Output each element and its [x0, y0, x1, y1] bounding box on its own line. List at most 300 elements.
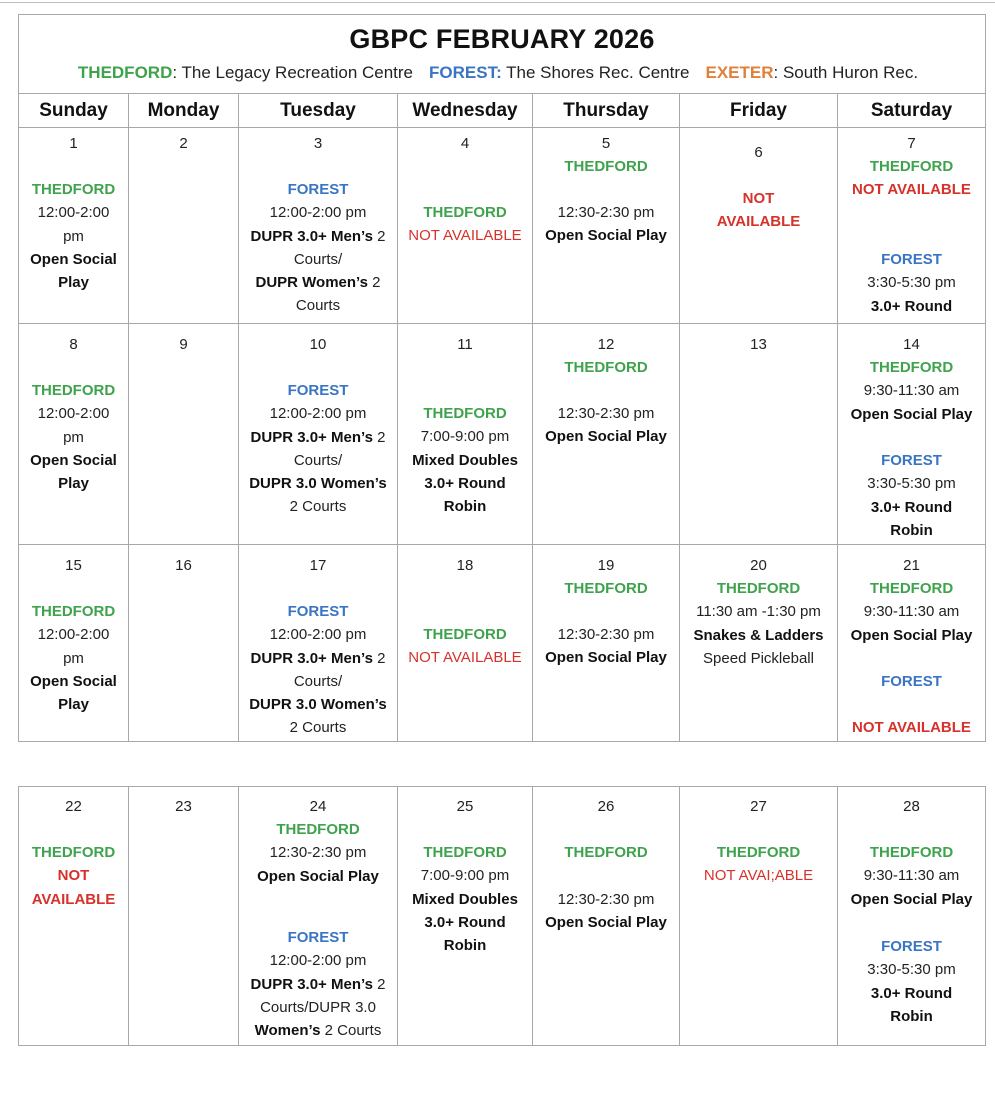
- event-text: 2: [377, 975, 386, 993]
- day-number: 13: [750, 336, 767, 353]
- event-line: [239, 379, 397, 402]
- event-block: [398, 201, 532, 248]
- event-line: [838, 496, 985, 519]
- event-text: 2 Courts: [289, 719, 347, 737]
- day-number: 17: [309, 557, 327, 574]
- event-block: [533, 155, 679, 178]
- event-text: DUPR 3.0 Women’s: [249, 696, 387, 714]
- day-number: 12: [597, 336, 615, 353]
- event-text: DUPR 3.0+ Men’s: [250, 428, 373, 446]
- event-line: [239, 818, 397, 841]
- day-number: 19: [597, 557, 615, 574]
- day-number: 23: [175, 798, 192, 815]
- event-text: Open Social Play: [545, 428, 667, 446]
- event-text: Open Social Play: [545, 649, 667, 667]
- event-text: FOREST: [287, 929, 349, 946]
- event-line: [239, 201, 397, 224]
- event-text: THEDFORD: [716, 844, 801, 861]
- day-number: 7: [907, 135, 916, 152]
- event-line: [680, 841, 837, 864]
- event-text: FOREST: [287, 382, 349, 399]
- day-cell-17: [239, 545, 398, 742]
- event-line: [398, 934, 532, 957]
- event-block: [533, 577, 679, 600]
- event-line: [398, 472, 532, 495]
- event-line: [533, 356, 679, 379]
- event-text: Open Social Play: [850, 890, 973, 908]
- event-text: Courts/DUPR 3.0: [260, 998, 376, 1016]
- event-text: THEDFORD: [423, 405, 507, 422]
- event-text: 3:30-5:30 pm: [867, 961, 956, 979]
- day-number: 9: [179, 336, 188, 353]
- weekday-monday: Monday: [129, 94, 239, 128]
- day-number: 22: [65, 798, 82, 815]
- event-text: Courts/: [293, 451, 343, 469]
- event-line: [239, 926, 397, 949]
- event-line: [239, 693, 397, 716]
- legend-thedford-venue: : The Legacy Recreation Centre: [172, 63, 414, 82]
- day-cell-22: [19, 787, 129, 1046]
- event-text: NOT AVAILABLE: [408, 649, 522, 667]
- day-cell-12: [533, 324, 680, 545]
- event-text: DUPR 3.0+ Men’s: [250, 649, 373, 667]
- event-text: THEDFORD: [423, 204, 507, 221]
- event-line: [680, 577, 837, 600]
- event-text: THEDFORD: [869, 844, 954, 861]
- day-cell-24: [239, 787, 398, 1046]
- event-text: 2 Courts: [324, 1022, 382, 1040]
- event-text: Courts/: [293, 250, 343, 268]
- event-text: 12:30-2:30 pm: [557, 405, 655, 422]
- event-block: [19, 841, 128, 911]
- week-row-1: [19, 128, 986, 324]
- event-block: [19, 600, 128, 716]
- event-line: [19, 379, 128, 402]
- event-block: [838, 716, 985, 739]
- event-line: [838, 624, 985, 647]
- event-text: DUPR 3.0+ Men’s: [250, 975, 373, 993]
- day-cell-6: [680, 128, 838, 324]
- event-line: [838, 577, 985, 600]
- event-line: [19, 888, 128, 911]
- event-line: [398, 425, 532, 448]
- day-cell-19: [533, 545, 680, 742]
- event-text: THEDFORD: [869, 158, 954, 175]
- event-line: [19, 864, 128, 887]
- event-text: Robin: [890, 1007, 933, 1025]
- day-number: 18: [456, 557, 474, 574]
- event-text: DUPR Women’s: [255, 274, 368, 292]
- event-line: [239, 225, 397, 248]
- event-line: [239, 949, 397, 972]
- event-line: [239, 973, 397, 996]
- event-text: Robin: [443, 937, 487, 955]
- event-text: 12:30-2:30 pm: [557, 891, 655, 908]
- page-title: GBPC FEBRUARY 2026: [349, 24, 655, 54]
- event-text: 9:30-11:30 am: [863, 867, 960, 885]
- event-text: FOREST: [287, 603, 349, 620]
- event-line: [398, 646, 532, 669]
- calendar-table: [18, 14, 986, 742]
- weekday-tuesday: Tuesday: [239, 94, 398, 128]
- weekday-wednesday: Wednesday: [398, 94, 533, 128]
- event-line: [19, 647, 128, 670]
- event-block: [19, 379, 128, 495]
- event-line: [239, 647, 397, 670]
- event-line: [239, 294, 397, 317]
- weekday-friday: Friday: [680, 94, 838, 128]
- day-number: 6: [754, 144, 763, 161]
- event-line: [19, 178, 128, 201]
- event-line: [680, 624, 837, 647]
- day-cell-16: [129, 545, 239, 742]
- event-line: [838, 935, 985, 958]
- event-text: 12:00-2:00: [37, 626, 110, 644]
- event-text: 9:30-11:30 am: [863, 603, 960, 621]
- day-number: 27: [750, 798, 767, 815]
- event-line: [239, 623, 397, 646]
- legend-exeter-venue: : South Huron Rec.: [773, 63, 919, 82]
- event-text: Play: [58, 274, 89, 292]
- event-line: [239, 402, 397, 425]
- event-block: [838, 935, 985, 1028]
- day-cell-15: [19, 545, 129, 742]
- event-text: NOT AVAI;ABLE: [703, 867, 814, 885]
- event-text: 12:00-2:00: [37, 405, 110, 423]
- event-block: [533, 356, 679, 379]
- event-text: FOREST: [881, 452, 942, 469]
- event-line: [680, 864, 837, 887]
- event-line: [838, 379, 985, 402]
- event-text: 2: [377, 649, 386, 667]
- day-cell-21: [838, 545, 986, 742]
- day-cell-10: [239, 324, 398, 545]
- event-text: NOT: [57, 867, 90, 885]
- event-line: [19, 271, 128, 294]
- day-cell-8: [19, 324, 129, 545]
- event-text: Open Social Play: [257, 867, 379, 885]
- day-cell-27: [680, 787, 838, 1046]
- day-number: 14: [903, 336, 920, 353]
- day-number: 16: [175, 557, 192, 574]
- event-line: [838, 982, 985, 1005]
- event-line: [533, 888, 679, 911]
- weekday-header-row: [19, 94, 986, 128]
- day-number: 20: [750, 557, 767, 574]
- day-number: 21: [903, 557, 920, 574]
- day-cell-9: [129, 324, 239, 545]
- event-text: Mixed Doubles: [412, 890, 518, 908]
- event-line: [838, 958, 985, 981]
- event-line: [533, 402, 679, 425]
- event-block: [398, 623, 532, 670]
- event-text: Play: [58, 475, 89, 493]
- day-number: 4: [460, 135, 470, 152]
- event-line: [239, 426, 397, 449]
- event-block: [838, 248, 985, 318]
- event-text: THEDFORD: [869, 359, 954, 376]
- event-line: [398, 201, 532, 224]
- event-text: FOREST: [881, 673, 942, 690]
- event-text: 3.0+ Round: [870, 297, 953, 315]
- event-block: [533, 402, 679, 449]
- event-text: 3.0+ Round: [870, 984, 953, 1002]
- day-cell-13: [680, 324, 838, 545]
- event-text: Speed Pickleball: [703, 649, 814, 667]
- calendar-table-week4: [18, 786, 986, 1046]
- event-line: [680, 600, 837, 623]
- event-text: 11:30 am -1:30 pm: [696, 603, 821, 621]
- event-text: 2: [372, 274, 381, 292]
- event-line: [838, 155, 985, 178]
- day-number: 10: [309, 336, 327, 353]
- event-line: [838, 403, 985, 426]
- event-text: THEDFORD: [31, 382, 116, 399]
- event-line: [838, 888, 985, 911]
- event-text: NOT AVAILABLE: [852, 181, 971, 199]
- event-line: [838, 248, 985, 271]
- day-number: 11: [457, 336, 473, 353]
- event-line: [398, 623, 532, 646]
- event-line: [19, 693, 128, 716]
- event-text: NOT AVAILABLE: [408, 227, 522, 245]
- event-text: 12:30-2:30 pm: [557, 626, 655, 643]
- day-number: 5: [601, 135, 611, 152]
- day-cell-20: [680, 545, 838, 742]
- event-text: pm: [63, 227, 84, 245]
- event-block: [838, 841, 985, 911]
- weekday-saturday: Saturday: [838, 94, 986, 128]
- event-line: [19, 472, 128, 495]
- event-line: [19, 449, 128, 472]
- event-text: 12:00-2:00 pm: [269, 952, 367, 970]
- event-text: THEDFORD: [31, 844, 116, 861]
- event-line: [680, 647, 837, 670]
- event-line: [239, 996, 397, 1019]
- day-number: 1: [69, 135, 78, 152]
- event-text: THEDFORD: [31, 181, 116, 198]
- event-text: DUPR 3.0 Women’s: [249, 475, 387, 493]
- event-line: [239, 670, 397, 693]
- event-line: [19, 201, 128, 224]
- event-text: 3.0+ Round: [424, 474, 506, 492]
- event-line: [19, 600, 128, 623]
- event-text: 12:30-2:30 pm: [269, 844, 367, 862]
- event-line: [398, 224, 532, 247]
- event-line: [239, 495, 397, 518]
- event-line: [398, 495, 532, 518]
- event-line: [838, 295, 985, 318]
- event-line: [239, 1019, 397, 1042]
- event-block: [533, 841, 679, 864]
- event-text: AVAILABLE: [31, 890, 116, 908]
- event-line: [838, 519, 985, 542]
- legend-exeter-label: EXETER: [705, 63, 774, 82]
- event-block: [19, 178, 128, 294]
- legend-thedford: [78, 63, 413, 83]
- event-text: 3.0+ Round: [870, 498, 953, 516]
- day-cell-11: [398, 324, 533, 545]
- event-block: [533, 201, 679, 248]
- event-text: Open Social: [30, 451, 117, 469]
- event-line: [19, 402, 128, 425]
- event-block: [680, 187, 837, 234]
- event-line: [239, 600, 397, 623]
- event-block: [398, 841, 532, 957]
- day-number: 8: [69, 336, 78, 353]
- event-line: [19, 623, 128, 646]
- event-line: [19, 225, 128, 248]
- event-text: Open Social Play: [850, 626, 973, 644]
- event-line: [398, 841, 532, 864]
- week-row-3: [19, 545, 986, 742]
- day-number: 26: [597, 798, 615, 815]
- event-text: FOREST: [881, 938, 942, 955]
- event-block: [533, 888, 679, 935]
- event-text: THEDFORD: [31, 603, 116, 620]
- event-text: THEDFORD: [423, 844, 507, 861]
- event-line: [239, 271, 397, 294]
- day-cell-4: [398, 128, 533, 324]
- top-rule: [0, 2, 995, 3]
- legend-forest-label: FOREST:: [429, 63, 502, 82]
- day-number: 15: [65, 557, 82, 574]
- event-line: [239, 472, 397, 495]
- event-text: THEDFORD: [869, 580, 954, 597]
- event-line: [19, 670, 128, 693]
- day-cell-26: [533, 787, 680, 1046]
- event-line: [19, 248, 128, 271]
- event-text: Open Social Play: [545, 227, 667, 245]
- event-line: [533, 911, 679, 934]
- event-line: [398, 402, 532, 425]
- event-line: [533, 155, 679, 178]
- event-text: 7:00-9:00 pm: [420, 867, 510, 885]
- event-text: Courts/: [293, 672, 343, 690]
- event-block: [239, 178, 397, 318]
- event-text: NOT: [742, 190, 775, 207]
- event-text: 3.0+ Round: [424, 913, 506, 931]
- event-line: [239, 841, 397, 864]
- event-line: [398, 864, 532, 887]
- event-text: Snakes & Ladders: [693, 626, 824, 644]
- event-text: THEDFORD: [276, 821, 360, 838]
- event-line: [838, 271, 985, 294]
- event-text: 3:30-5:30 pm: [867, 475, 956, 493]
- event-line: [533, 841, 679, 864]
- event-block: [680, 577, 837, 670]
- event-block: [533, 623, 679, 670]
- day-cell-14: [838, 324, 986, 545]
- event-line: [838, 716, 985, 739]
- event-text: pm: [63, 428, 84, 446]
- event-line: [838, 1005, 985, 1028]
- day-cell-5: [533, 128, 680, 324]
- event-text: 12:00-2:00: [37, 204, 110, 222]
- event-text: Open Social Play: [850, 405, 973, 423]
- event-line: [838, 600, 985, 623]
- event-text: pm: [63, 649, 84, 667]
- event-text: 12:00-2:00 pm: [269, 204, 367, 222]
- event-text: FOREST: [881, 251, 942, 268]
- day-cell-23: [129, 787, 239, 1046]
- day-number: 3: [313, 135, 323, 152]
- event-line: [533, 646, 679, 669]
- event-text: Robin: [890, 521, 933, 539]
- event-text: Courts: [295, 297, 341, 315]
- day-number: 24: [309, 798, 327, 815]
- event-line: [838, 449, 985, 472]
- event-text: Robin: [443, 498, 487, 516]
- event-line: [680, 187, 837, 210]
- event-text: AVAILABLE: [716, 213, 801, 231]
- event-line: [398, 888, 532, 911]
- event-block: [680, 841, 837, 888]
- event-text: THEDFORD: [564, 359, 648, 376]
- event-block: [398, 402, 532, 518]
- week-row-4: [19, 787, 986, 1046]
- event-text: 2 Courts: [289, 498, 347, 516]
- weekday-sunday: Sunday: [19, 94, 129, 128]
- event-text: NOT AVAILABLE: [852, 719, 971, 736]
- day-cell-18: [398, 545, 533, 742]
- event-text: Women’s: [254, 1022, 321, 1040]
- event-block: [239, 926, 397, 1042]
- legend-forest: [429, 63, 689, 83]
- event-block: [239, 600, 397, 740]
- event-text: THEDFORD: [716, 580, 801, 597]
- legend-forest-venue: The Shores Rec. Centre: [501, 63, 690, 82]
- week-row-2: [19, 324, 986, 545]
- event-text: THEDFORD: [564, 580, 648, 597]
- venue-legend: [19, 63, 985, 83]
- event-line: [838, 841, 985, 864]
- event-line: [239, 449, 397, 472]
- day-cell-25: [398, 787, 533, 1046]
- event-line: [838, 864, 985, 887]
- event-text: THEDFORD: [423, 626, 507, 643]
- event-line: [533, 201, 679, 224]
- event-text: 7:00-9:00 pm: [420, 428, 510, 446]
- event-text: Open Social Play: [545, 914, 667, 932]
- header-cell: [19, 15, 986, 94]
- event-text: THEDFORD: [564, 844, 648, 861]
- day-cell-7: [838, 128, 986, 324]
- event-line: [398, 911, 532, 934]
- event-text: 2: [377, 227, 386, 245]
- event-text: 12:00-2:00 pm: [269, 626, 367, 644]
- event-block: [239, 818, 397, 888]
- event-text: DUPR 3.0+ Men’s: [250, 227, 373, 245]
- event-text: Mixed Doubles: [412, 451, 518, 469]
- event-line: [533, 224, 679, 247]
- event-block: [838, 577, 985, 647]
- event-text: 12:00-2:00 pm: [269, 405, 367, 423]
- event-line: [533, 577, 679, 600]
- day-cell-2: [129, 128, 239, 324]
- event-line: [533, 623, 679, 646]
- event-text: THEDFORD: [564, 158, 648, 175]
- event-line: [838, 472, 985, 495]
- legend-thedford-label: THEDFORD: [77, 63, 173, 82]
- event-text: 2: [377, 428, 386, 446]
- event-line: [398, 449, 532, 472]
- event-text: Play: [58, 696, 89, 714]
- day-number: 28: [903, 798, 920, 815]
- event-block: [838, 449, 985, 542]
- event-block: [838, 670, 985, 693]
- event-block: [838, 155, 985, 202]
